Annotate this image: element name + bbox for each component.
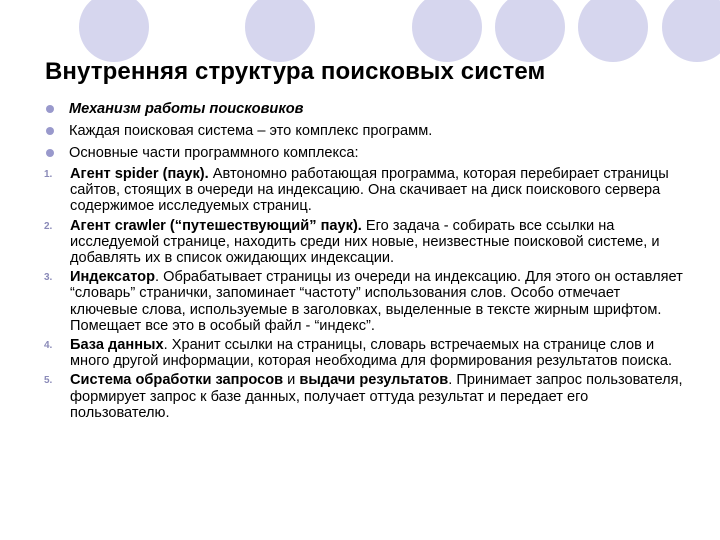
- item-text: . Хранит ссылки на страницы, словарь встречаемых на странице слов и много другой информации, которая необходима для формирования результатов поиска.: [70, 337, 672, 370]
- item-number: 1.: [44, 169, 53, 180]
- decor-circle: [495, 0, 565, 62]
- item-number: 3.: [44, 272, 53, 284]
- slide-title: Внутренняя структура поисковых систем: [45, 58, 546, 85]
- decor-circle: [79, 0, 149, 62]
- decor-circle: [162, 0, 232, 62]
- bullet-item: [44, 144, 684, 162]
- decor-circle: [245, 0, 315, 62]
- item-term: Агент spider (паук).: [70, 166, 209, 182]
- item-term: Индексатор: [70, 269, 155, 286]
- bullet-text: Каждая поисковая система – это комплекс программ.: [69, 123, 433, 139]
- bullet-dot-icon: [46, 149, 54, 157]
- item-term: База данных: [70, 337, 164, 354]
- item-connector: и: [283, 372, 300, 389]
- numbered-item: [44, 218, 684, 267]
- bullet-dot-icon: [46, 127, 54, 135]
- decor-circle: [578, 0, 648, 62]
- bullet-item: [44, 100, 684, 118]
- item-term-2: выдачи результатов: [299, 372, 449, 389]
- bullet-text: Основные части программного комплекса:: [69, 145, 359, 161]
- item-term: Система обработки запросов: [70, 372, 284, 389]
- item-text: Его задача - собирать все ссылки на исследуемой странице, находить среди них новые, неизвестные поисковой системе, и добавлять их в список ожидающих индексации.: [70, 217, 660, 267]
- bullet-text: Механизм работы поисковиков: [69, 101, 304, 117]
- bullet-item: [44, 122, 684, 140]
- numbered-item: [44, 337, 684, 369]
- item-number: 4.: [44, 340, 53, 352]
- item-number: 2.: [44, 220, 53, 232]
- item-number: 5.: [44, 375, 53, 387]
- item-text: . Принимает запрос пользователя, формирует запрос к базе данных, получает оттуда результат и передает его пользователю.: [70, 372, 683, 421]
- item-text: . Обрабатывает страницы из очереди на индексацию. Для этого он оставляет “словарь” странички, запоминает “частоту” использования слов. Особо отмечает ключевые слова, используемые в заголовках, выделенные в тексте жирным шрифтом. Помещает все это в особый файл - “индекс”.: [70, 269, 683, 334]
- decor-circle: [662, 0, 720, 62]
- bullet-dot-icon: [46, 105, 54, 113]
- item-text: Автономно работающая программа, которая перебирает страницы сайтов, стоящих в очереди на индексацию. Она скачивает на диск поискового сервера содержимое исследуемых страниц.: [70, 166, 669, 215]
- slide-content: [44, 100, 684, 421]
- numbered-item: [44, 269, 684, 334]
- numbered-item: [44, 372, 684, 421]
- decor-circle: [328, 0, 398, 62]
- item-term: Агент crawler (“путешествующий” паук).: [70, 217, 362, 234]
- decor-circle: [412, 0, 482, 62]
- numbered-item: [44, 166, 684, 215]
